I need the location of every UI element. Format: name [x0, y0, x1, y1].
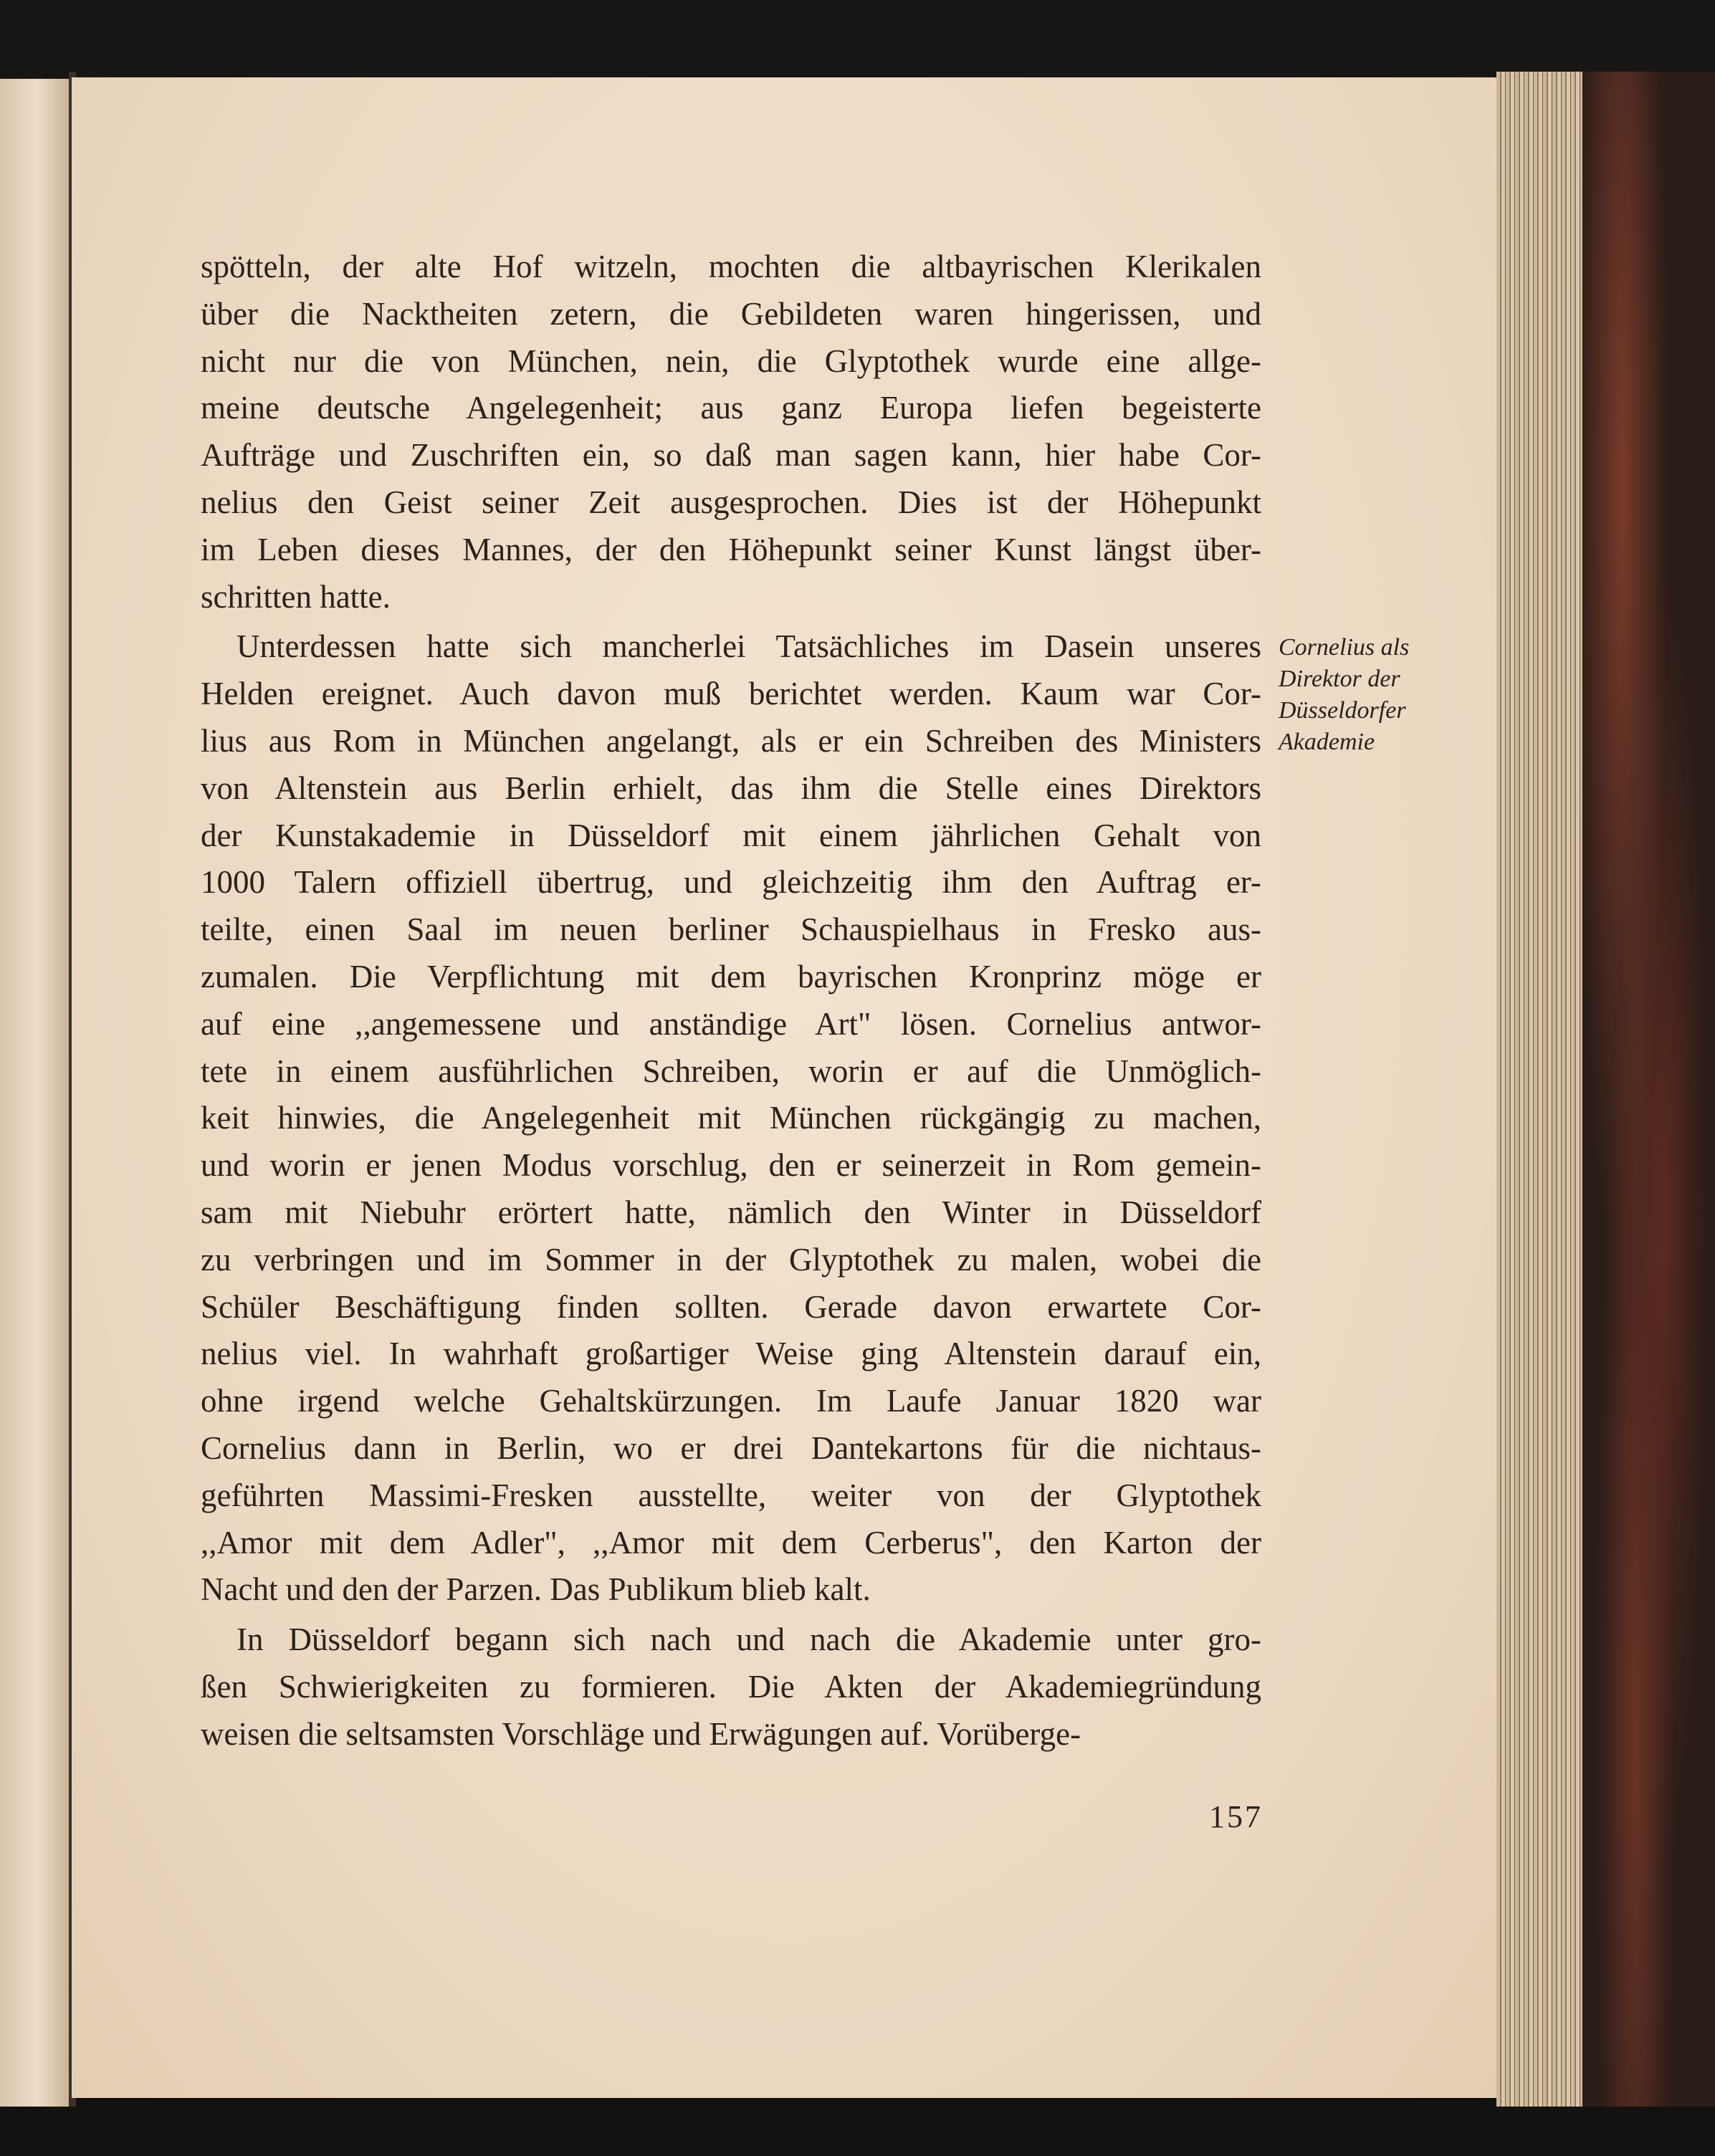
text-line: geführten Massimi-Fresken ausstellte, weiter von der Glyptothek: [201, 1477, 1261, 1513]
page-number: 157: [1209, 1799, 1263, 1834]
margin-note: [1279, 632, 1451, 758]
marbled-cover-edge: [1582, 72, 1715, 2156]
margin-note-line: Cornelius als: [1279, 634, 1410, 661]
text-line: nelius den Geist seiner Zeit ausgesprochen. Dies ist der Höhepunkt: [201, 484, 1261, 520]
paragraph: [201, 1616, 1261, 1758]
text-line: tete in einem ausführlichen Schreiben, worin er auf die Unmöglich-: [201, 1053, 1261, 1089]
text-line: und worin er jenen Modus vorschlug, den er seinerzeit in Rom gemein-: [201, 1147, 1261, 1184]
text-line: Helden ereignet. Auch davon muß berichtet werden. Kaum war Cor-: [201, 676, 1261, 712]
text-line: zu verbringen und im Sommer in der Glyptothek zu malen, wobei die: [201, 1241, 1261, 1278]
text-line: Nacht und den der Parzen. Das Publikum blieb kalt.: [201, 1571, 871, 1608]
margin-note-line: Direktor der: [1279, 666, 1400, 692]
text-line: meine deutsche Angelegenheit; aus ganz Europa liefen begeisterte: [201, 390, 1261, 426]
text-line: Schüler Beschäftigung finden sollten. Gerade davon erwartete Cor-: [201, 1288, 1261, 1325]
text-line: auf eine ,,angemessene und anständige Art" lösen. Cornelius antwor-: [201, 1005, 1261, 1042]
text-line: sam mit Niebuhr erörtert hatte, nämlich den Winter in Düsseldorf: [201, 1194, 1261, 1230]
text-line: von Altenstein aus Berlin erhielt, das ihm die Stelle eines Direktors: [201, 770, 1261, 806]
page-stack-edge: [1496, 72, 1582, 2107]
text-line: zumalen. Die Verpflichtung mit dem bayrischen Kronprinz möge er: [201, 958, 1261, 995]
paragraph: [201, 623, 1261, 1614]
body-text: [201, 244, 1261, 1761]
text-line: 1000 Talern offiziell übertrug, und gleichzeitig ihm den Auftrag er-: [201, 864, 1261, 901]
text-line: Aufträge und Zuschriften ein, so daß man sagen kann, hier habe Cor-: [201, 437, 1261, 474]
text-line: Unterdessen hatte sich mancherlei Tatsächliches im Dasein unseres: [237, 628, 1261, 665]
text-line: nelius viel. In wahrhaft großartiger Weise ging Altenstein darauf ein,: [201, 1336, 1261, 1372]
text-line: weisen die seltsamsten Vorschläge und Erwägungen auf. Vorüberge-: [201, 1715, 1081, 1752]
text-line: ohne irgend welche Gehaltskürzungen. Im Laufe Januar 1820 war: [201, 1383, 1261, 1419]
text-line: lius aus Rom in München angelangt, als er ein Schreiben des Ministers: [201, 722, 1261, 759]
book-cover-top: [0, 0, 1715, 80]
text-line: spötteln, der alte Hof witzeln, mochten die altbayrischen Klerikalen: [201, 249, 1261, 284]
text-line: im Leben dieses Mannes, der den Höhepunkt seiner Kunst längst über-: [201, 531, 1261, 567]
text-line: über die Nacktheiten zetern, die Gebildeten waren hingerissen, und: [201, 295, 1261, 332]
text-line: teilte, einen Saal im neuen berliner Schauspielhaus in Fresko aus-: [201, 911, 1261, 948]
text-line: der Kunstakademie in Düsseldorf mit einem jährlichen Gehalt von: [201, 817, 1261, 853]
text-line: ,,Amor mit dem Adler", ,,Amor mit dem Cerberus", den Karton der: [201, 1524, 1261, 1561]
paragraph: [201, 244, 1261, 621]
left-page-edge: [0, 79, 70, 2128]
margin-note-line: Düsseldorfer: [1279, 697, 1406, 724]
text-line: In Düsseldorf begann sich nach und nach die Akademie unter gro-: [237, 1621, 1261, 1658]
text-line: ßen Schwierigkeiten zu formieren. Die Akten der Akademiegründung: [201, 1668, 1261, 1705]
text-line: schritten hatte.: [201, 578, 391, 615]
text-line: nicht nur die von München, nein, die Glyptothek wurde eine allge-: [201, 342, 1261, 379]
text-line: Cornelius dann in Berlin, wo er drei Dantekartons für die nichtaus-: [201, 1429, 1261, 1466]
text-line: keit hinwies, die Angelegenheit mit München rückgängig zu machen,: [201, 1100, 1261, 1136]
book-cover-bottom: [0, 2107, 1715, 2156]
margin-note-line: Akademie: [1279, 729, 1375, 755]
